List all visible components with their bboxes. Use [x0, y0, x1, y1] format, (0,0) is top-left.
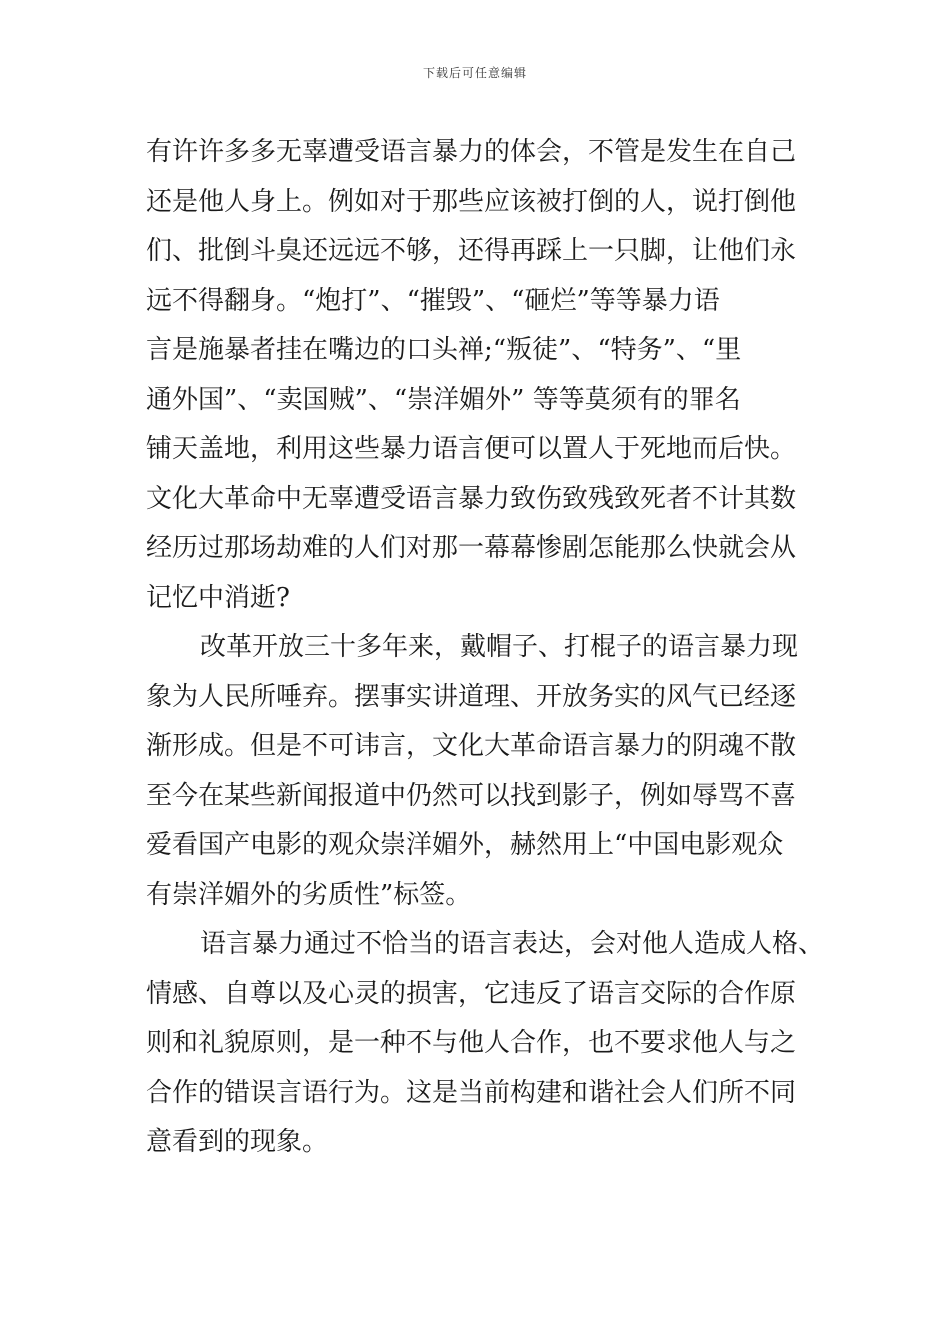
text-line: 则和礼貌原则，是一种不与他人合作，也不要求他人与之	[146, 1028, 797, 1058]
text-line: 远不得翻身。“炮打”、“摧毁”、“砸烂”等等暴力语	[146, 285, 720, 316]
text-line: 经历过那场劫难的人们对那一幕幕惨剧怎能那么快就会从	[146, 533, 797, 563]
paragraph-3	[146, 920, 825, 1168]
text-line: 爱看国产电影的观众崇洋媚外，赫然用上“中国电影观众	[146, 830, 784, 860]
paragraph-2	[146, 623, 811, 920]
text-line: 渐形成。但是不可讳言，文化大革命语言暴力的阴魂不散	[146, 731, 797, 761]
text-line: 合作的错误言语行为。这是当前构建和谐社会人们所不同	[146, 1077, 797, 1108]
text-line: 记忆中消逝?	[146, 582, 290, 613]
text-line: 铺天盖地，利用这些暴力语言便可以置人于死地而后快。	[146, 434, 797, 464]
page-header: 下载后可任意编辑	[422, 66, 527, 80]
text-line: 们、批倒斗臭还远远不够，还得再踩上一只脚，让他们永	[146, 236, 797, 266]
text-line: 言是施暴者挂在嘴边的口头禅;“叛徒”、“特务”、“里	[146, 335, 742, 365]
document-body	[146, 128, 825, 1168]
paragraph-1	[146, 128, 811, 623]
text-line: 有崇洋媚外的劣质性”标签。	[146, 879, 472, 910]
text-line: 象为人民所唾弃。摆事实讲道理、开放务实的风气已经逐	[146, 681, 797, 712]
text-line: 文化大革命中无辜遭受语言暴力致伤致残致死者不计其数	[146, 483, 797, 514]
text-line: 还是他人身上。例如对于那些应该被打倒的人，说打倒他	[146, 186, 797, 217]
text-line: 至今在某些新闻报道中仍然可以找到影子，例如辱骂不喜	[146, 780, 797, 811]
text-line: 情感、自尊以及心灵的损害，它违反了语言交际的合作原	[146, 978, 797, 1009]
text-line: 通外国”、“卖国贼”、“崇洋媚外” 等等莫须有的罪名	[146, 384, 741, 415]
text-line: 改革开放三十多年来，戴帽子、打棍子的语言暴力现	[200, 632, 799, 662]
text-line: 意看到的现象。	[146, 1127, 329, 1157]
text-line: 语言暴力通过不恰当的语言表达，会对他人造成人格、	[200, 929, 825, 959]
text-line: 有许许多多无辜遭受语言暴力的体会，不管是发生在自己	[146, 137, 797, 167]
